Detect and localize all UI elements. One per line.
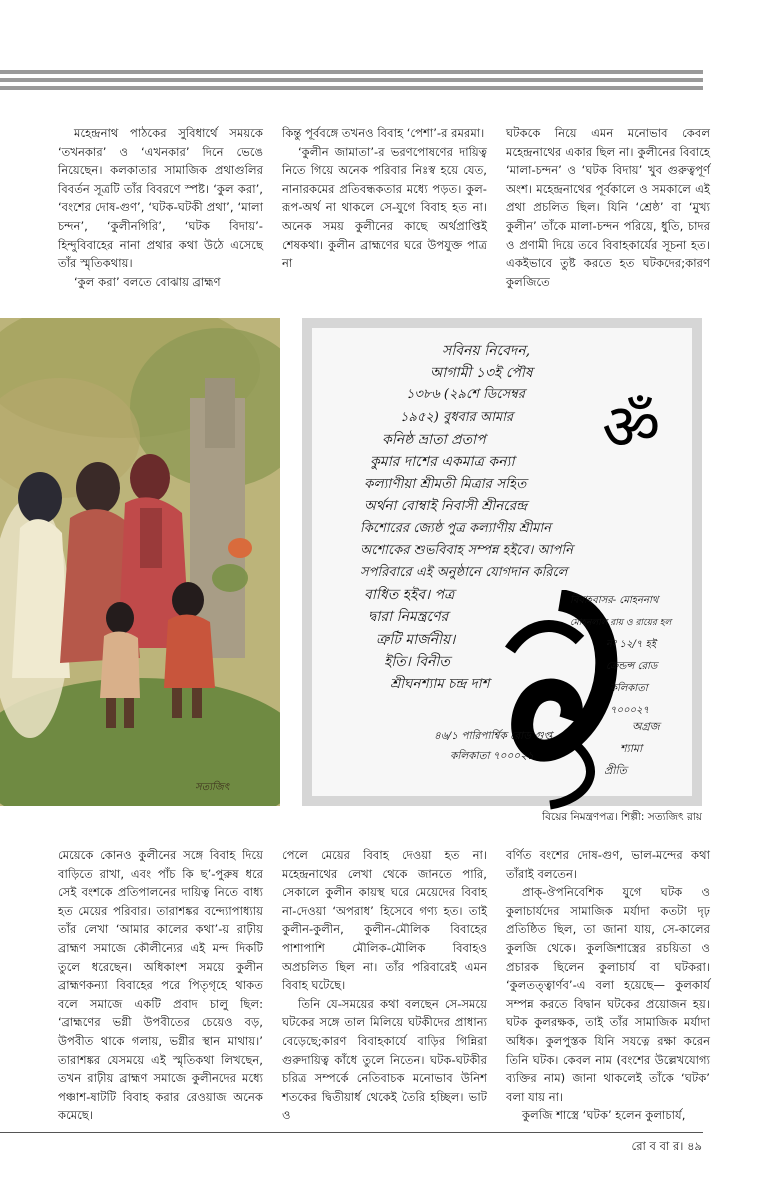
- inv-line: শ্রীঘনশ্যাম চন্দ্র দাশ: [390, 676, 490, 693]
- inv-line: কিশোরের জ্যেষ্ঠ পুত্র কল্যাণীয় শ্রীমান: [360, 520, 551, 536]
- inv-line: অশোকের শুভবিবাহ সম্পন্ন হইবে। আপনি: [360, 542, 573, 558]
- side-word: শ্যামা: [620, 742, 643, 755]
- page-folio: রো ব বা র। ৪৯: [631, 1139, 702, 1153]
- venue-line: মোহনলাল রায় ও রায়ের হল: [570, 618, 672, 628]
- address-line: ৪৬/১ পারিপার্শ্বিক রোড গুপ্ত: [434, 730, 553, 742]
- inv-line: কনিষ্ঠ ভ্রাতা প্রতাপ: [382, 431, 486, 448]
- wedding-invitation-card: [312, 328, 692, 796]
- paragraph: বর্ণিত বংশের দোষ-গুণ, ভাল-মন্দের কথা তাঁরাই বলতেন।: [506, 848, 710, 881]
- venue-line: নং ১২/৭ হই: [606, 639, 656, 650]
- paragraph: ‘কুল করা’ বলতে বোঝায় ব্রাহ্মণ: [74, 274, 221, 289]
- paragraph: মেয়েকে কোনও কুলীনের সঙ্গে বিবাহ দিয়ে বাড়িতে রাখা, এবং পাঁচ কি ছ’-পুরুষ ধরে সেই বংশকে প্রতিপালনের দায়িত্ব নিতে বাধ্য হত মেয়ের পরিবার। তারাশঙ্কর বন্দ্যোপাধ্যায় তাঁর লেখা ‘আমার কালের কথা’-য় রাঢ়ীয় ব্রাহ্মণ সমাজে কৌলীন্যের এই মন্দ দিকটি তুলে ধরেছেন। অধিকাংশ সময়ে কুলীন ব্রাহ্মণকন্যা বিবাহের পরে পিতৃগৃহে থাকত বলে সমাজে একটি প্রবাদ চালু ছিল: ‘ব্রাহ্মণের ভগ্নী উপবীতের চেয়েও বড়, উপবীত থাকে গলায়, ভগ্নীর স্থান মাথায়।’ তারাশঙ্কর যেসময়ে এই স্মৃতিকথা লিখছেন, তখন রাঢ়ীয় ব্রাহ্মণ সমাজে কুলীনদের মধ্যে পঞ্চাশ-ষাটটি বিবাহ করার রেওয়াজ অনেক কমেছে।: [58, 848, 263, 1123]
- inv-line: সবিনয় নিবেদন,: [442, 343, 531, 359]
- footer-rule: [0, 1132, 703, 1133]
- header-rules: [0, 70, 703, 94]
- side-word: প্রীতি: [604, 764, 627, 777]
- inv-line: কুমার দাশের একমাত্র কন্যা: [370, 454, 515, 471]
- wedding-painting: [0, 318, 280, 806]
- article-column-1-bottom: [58, 846, 263, 1125]
- painting-illustration: [0, 318, 280, 806]
- venue-line: ক্রেন্ডন্স রোড: [606, 661, 658, 672]
- address-line: কলিকাতা ৭০০০২১: [450, 750, 534, 762]
- venue-line: কলিকাতা: [610, 683, 648, 694]
- inv-line: ১৩৮৬ (২৯শে ডিসেম্বর: [406, 387, 525, 403]
- inv-line: সপরিবারে এই অনুষ্ঠানে যোগদান করিলে: [360, 565, 568, 581]
- inv-line: অর্থনা বোম্বাই নিবাসী শ্রীনরেন্দ্র: [364, 498, 528, 515]
- side-word: অগ্রজ: [632, 720, 660, 733]
- venue-block: [570, 590, 690, 722]
- paragraph: তিনি যে-সময়ের কথা বলছেন সে-সময়ে ঘটকের সঙ্গে তাল মিলিয়ে ঘটকীদের প্রাধান্য বেড়েছে;কারণ বিবাহকার্যে বাড়ির গিন্নিরা গুরুদায়িত্ব কাঁধে তুলে নিতেন। ঘটক-ঘটকীর চরিত্র সম্পর্কে নেতিবাচক মনোভাব উনিশ শতকের দ্বিতীয়ার্ধ থেকেই তৈরি হচ্ছিল। ভাট ও: [282, 996, 487, 1123]
- inv-line: ত্রুটি মার্জনীয়।: [376, 631, 456, 648]
- venue-line: ৭০০০২৭: [610, 705, 650, 716]
- paragraph: মহেন্দ্রনাথ পাঠকের সুবিধার্থে সময়কে ‘তখনকার’ ও ‘এখনকার’ দিনে ভেঙে নিয়েছেন। কলকাতার সামাজিক প্রথাগুলির বিবর্তন সূত্রটি তাঁর বিবরণে স্পষ্ট। ‘কুল করা’, ‘বংশের দোষ-গুণ’, ‘ঘটক-ঘটকী প্রথা’, ‘মালা চন্দন’, ‘কুলীনগিরি’, ‘ঘটক বিদায়’-হিন্দুবিবাহের নানা প্রথার কথা উঠে এসেছে তাঁর স্মৃতিকথায়।: [58, 126, 263, 271]
- article-column-2-bottom: [282, 846, 487, 1125]
- inv-line: বাধিত হইব। পত্র: [364, 587, 455, 604]
- inv-line: আগামী ১৩ই পৌষ: [430, 365, 533, 382]
- article-column-3-bottom: [506, 846, 710, 1125]
- article-column-1-top: [58, 124, 263, 291]
- address-block: [434, 726, 614, 766]
- article-column-3-top: [506, 124, 710, 291]
- figure-caption: বিয়ের নিমন্ত্রণপত্র। শিল্পী: সত্যজিৎ রায়: [542, 811, 702, 823]
- paragraph: কিন্তু পূর্ববঙ্গে তখনও বিবাহ ‘পেশা’-র রমরমা।: [282, 126, 485, 140]
- paragraph: কুলজি শাস্ত্রে ‘ঘটক’ হলেন কুলাচার্য,: [522, 1108, 686, 1123]
- invitation-frame: [302, 318, 702, 806]
- article-column-2-top: [282, 124, 487, 273]
- venue-line: বিবাহবাসর- মোহননাথ: [570, 595, 659, 606]
- paragraph: ঘটককে নিয়ে এমন মনোভাব কেবল মহেন্দ্রনাথের একার ছিল না। কুলীনের বিবাহে ‘মালা-চন্দন’ ও ‘ঘটক বিদায়’ খুব গুরুত্বপূর্ণ অংশ। মহেন্দ্রনাথের পূর্বকালে ও সমকালে এই প্রথা প্রচলিত ছিল। যিনি ‘শ্রেষ্ঠ’ বা ‘মুখ্য কুলীন’ তাঁকে মালা-চন্দন পরিয়ে, ধুতি, চাদর ও প্রণামী দিয়ে তবে বিবাহকার্যের সূচনা হত। একইভাবে তুষ্ট করতে হত ঘটকদের;কারণ কুলজিতে: [506, 126, 710, 289]
- inv-line: ইতি। বিনীত: [384, 653, 450, 670]
- painting-signature: সত্যজিৎ: [195, 782, 230, 793]
- paragraph: প্রাক্-ঔপনিবেশিক যুগে ঘটক ও কুলাচার্যদের সামাজিক মর্যাদা কতটা দৃঢ় প্রতিষ্ঠিত ছিল, তা জানা যায়, সে-কালের কুলজি থেকে। কুলজিশাস্ত্রের রচয়িতা ও প্রচারক ছিলেন কুলাচার্য বা ঘটকরা। ‘কুলতত্ত্বার্ণব’-এ বলা হয়েছে— কুলকার্য সম্পন্ন করতে বিদ্বান ঘটকের প্রয়োজন হয়। ঘটক কুলরক্ষক, তাই তাঁর সামাজিক মর্যাদা অধিক। কুলপুস্তক যিনি সযত্নে রক্ষা করেন তিনি ঘটক। কেবল নাম (বংশের উল্লেখযোগ্য ব্যক্তির নাম) জানা থাকলেই তাঁকে ‘ঘটক’ বলা যায় না।: [506, 885, 710, 1104]
- inv-line: দ্বারা নিমন্ত্রণের: [368, 609, 449, 626]
- om-symbol: ॐ: [602, 391, 661, 465]
- inv-line: ১৯৫২) বুধবার আমার: [400, 409, 514, 425]
- paragraph: ‘কুলীন জামাতা’-র ভরণপোষণের দায়িত্ব নিতে গিয়ে অনেক পরিবার নিঃস্ব হয়ে যেত, নানারকমের প্রতিবন্ধকতার মধ্যে পড়ত। কুল-রূপ-অর্থ না থাকলে সে-যুগে বিবাহ হত না। অনেক সময় কুলীনের কাছে অর্থপ্রাপ্তিই শেষকথা। কুলীন ব্রাহ্মণের ঘরে উপযুক্ত পাত্র না: [282, 144, 487, 271]
- inv-line: কল্যাণীয়া শ্রীমতী মিত্রার সহিত: [364, 476, 527, 493]
- paragraph: পেলে মেয়ের বিবাহ দেওয়া হত না। মহেন্দ্রনাথের লেখা থেকে জানতে পারি, সেকালে কুলীন কায়স্থ ঘরে মেয়েদের বিবাহ না-দেওয়া ‘অপরাধ’ হিসেবে গণ্য হত। তাই কুলীন-কুলীন, কুলীন-মৌলিক বিবাহের পাশাপাশি মৌলিক-মৌলিক বিবাহও অপ্রচলিত ছিল না। তাঁর পরিবারেই এমন বিবাহ ঘটেছে।: [282, 848, 487, 993]
